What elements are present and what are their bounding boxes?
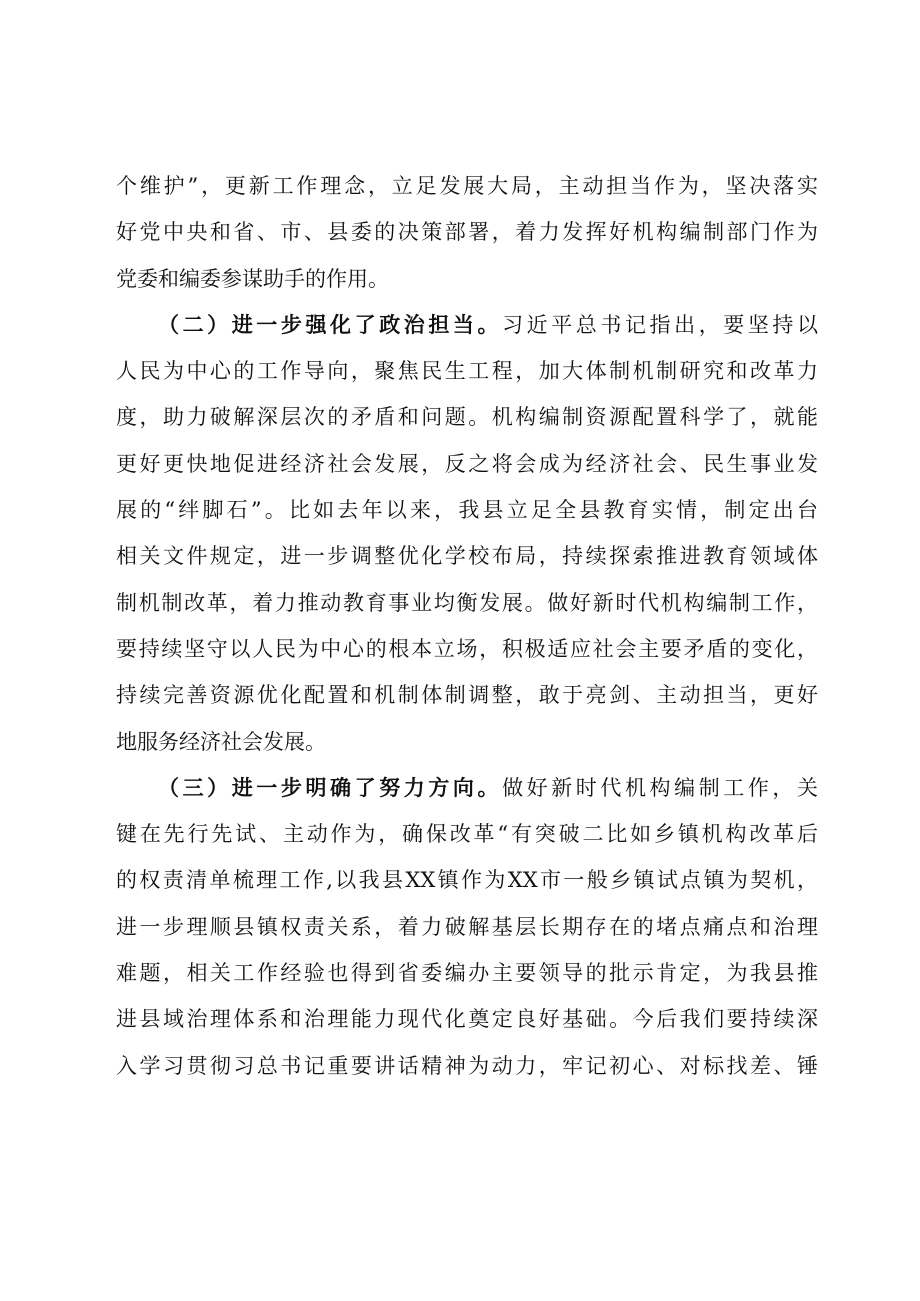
paragraph-line: 相关文件规定，进一步调整优化学校布局，持续探索推进教育领域体 bbox=[116, 544, 818, 569]
paragraph-line: 入学习贯彻习总书记重要讲话精神为动力，牢记初心、对标找差、锤 bbox=[116, 1053, 818, 1078]
paragraph-line: 的权责清单梳理工作,以我县XX镇作为XX市一般乡镇试点镇为契机， bbox=[116, 868, 818, 893]
paragraph-line: 党委和编委参谋助手的作用。 bbox=[116, 266, 389, 291]
paragraph-line-text: 做好新时代机构编制工作，关 bbox=[502, 775, 818, 800]
paragraph-line: 更好更快地促进经济社会发展，反之将会成为经济社会、民生事业发 bbox=[116, 451, 818, 476]
paragraph-line: 人民为中心的工作导向，聚焦民生工程，加大体制机制研究和改革力 bbox=[116, 359, 818, 384]
paragraph-line: 进一步理顺县镇权责关系，着力破解基层长期存在的堵点痛点和治理 bbox=[116, 914, 818, 939]
paragraph-first-line bbox=[116, 765, 818, 811]
section-heading-2: （二）进一步强化了政治担当。 bbox=[158, 312, 503, 337]
paragraph-3 bbox=[116, 765, 818, 1089]
paragraph-line: 地服务经济社会发展。 bbox=[116, 729, 326, 754]
section-heading-3: （三）进一步明确了努力方向。 bbox=[158, 775, 503, 800]
paragraph-line: 进县域治理体系和治理能力现代化奠定良好基础。今后我们要持续深 bbox=[116, 1007, 818, 1032]
paragraph-line-text: 习近平总书记指出，要坚持以 bbox=[502, 312, 818, 337]
body-text bbox=[116, 163, 818, 1089]
paragraph-line: 持续完善资源优化配置和机制体制调整，敢于亮剑、主动担当，更好 bbox=[116, 683, 818, 708]
paragraph-2 bbox=[116, 302, 818, 765]
paragraph-line: 键在先行先试、主动作为，确保改革“有突破二比如乡镇机构改革后 bbox=[116, 822, 818, 847]
paragraph-line: 个维护”，更新工作理念，立足发展大局，主动担当作为，坚决落实 bbox=[116, 174, 818, 198]
paragraph-line: 制机制改革，着力推动教育事业均衡发展。做好新时代机构编制工作， bbox=[116, 590, 818, 615]
paragraph-line: 好党中央和省、市、县委的决策部署，着力发挥好机构编制部门作为 bbox=[116, 220, 818, 245]
paragraph-line: 难题，相关工作经验也得到省委编办主要领导的批示肯定，为我县推 bbox=[116, 961, 818, 986]
paragraph-line: 要持续坚守以人民为中心的根本立场，积极适应社会主要矛盾的变化， bbox=[116, 636, 818, 661]
paragraph-1 bbox=[116, 163, 818, 302]
paragraph-line: 度，助力破解深层次的矛盾和问题。机构编制资源配置科学了，就能 bbox=[116, 405, 818, 430]
paragraph-line: 展的“绊脚石”。比如去年以来，我县立足全县教育实情，制定出台 bbox=[116, 498, 818, 523]
paragraph-first-line bbox=[116, 302, 818, 348]
